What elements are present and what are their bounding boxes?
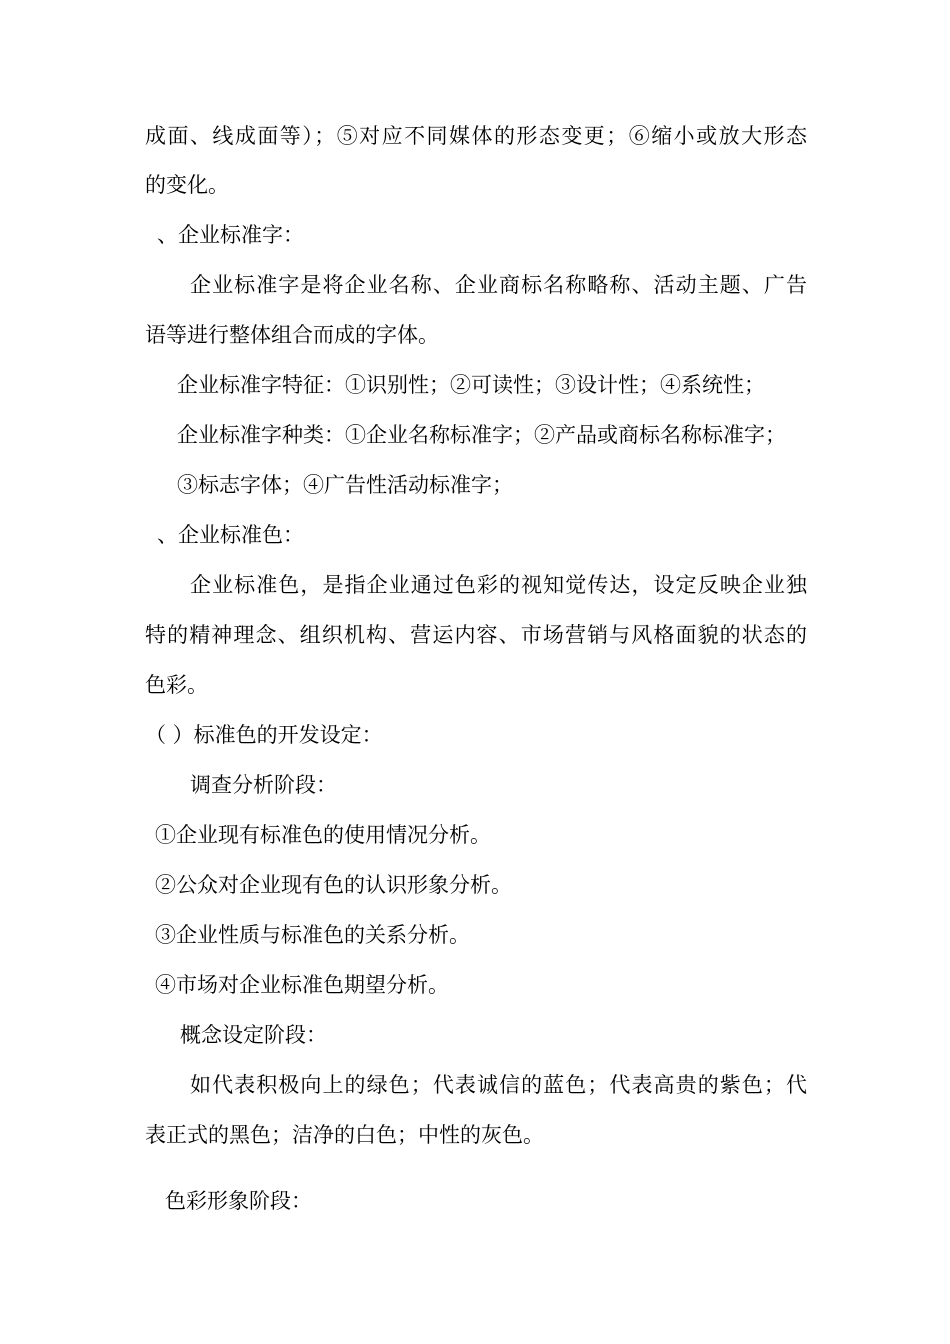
body-text-line: ③标志字体；④广告性活动标准字； — [177, 473, 513, 497]
stage-heading: 概念设定阶段： — [180, 1023, 327, 1047]
body-text-line: 企业标准字是将企业名称、企业商标名称略称、活动主题、广告 — [190, 273, 807, 297]
body-text-line: 企业标准字特征：①识别性；②可读性；③设计性；④系统性； — [177, 373, 765, 397]
list-item: ③企业性质与标准色的关系分析。 — [155, 923, 470, 947]
stage-heading: 调查分析阶段： — [190, 773, 337, 797]
body-text-line: 色彩。 — [145, 673, 208, 697]
body-text-line: 如代表积极向上的绿色；代表诚信的蓝色；代表高贵的紫色；代 — [190, 1073, 807, 1097]
body-text-line: 语等进行整体组合而成的字体。 — [145, 323, 439, 347]
body-text-line: 的变化。 — [145, 173, 229, 197]
section-heading: 、企业标准字： — [157, 223, 304, 247]
body-text-line: 成面、线成面等）；⑤对应不同媒体的形态变更；⑥缩小或放大形态 — [145, 124, 807, 148]
body-text-line: 表正式的黑色；洁净的白色；中性的灰色。 — [145, 1123, 544, 1147]
section-heading: 、企业标准色： — [157, 523, 304, 547]
list-item: ①企业现有标准色的使用情况分析。 — [155, 823, 491, 847]
body-text-line: 企业标准色，是指企业通过色彩的视知觉传达，设定反映企业独 — [190, 573, 807, 597]
body-text-line: 企业标准字种类：①企业名称标准字；②产品或商标名称标准字； — [177, 423, 786, 447]
body-text-line: 特的精神理念、组织机构、营运内容、市场营销与风格面貌的状态的 — [145, 623, 807, 647]
stage-heading: 色彩形象阶段： — [165, 1189, 312, 1213]
subsection-heading: （ ）标准色的开发设定： — [145, 723, 383, 747]
list-item: ②公众对企业现有色的认识形象分析。 — [155, 873, 512, 897]
list-item: ④市场对企业标准色期望分析。 — [155, 973, 449, 997]
